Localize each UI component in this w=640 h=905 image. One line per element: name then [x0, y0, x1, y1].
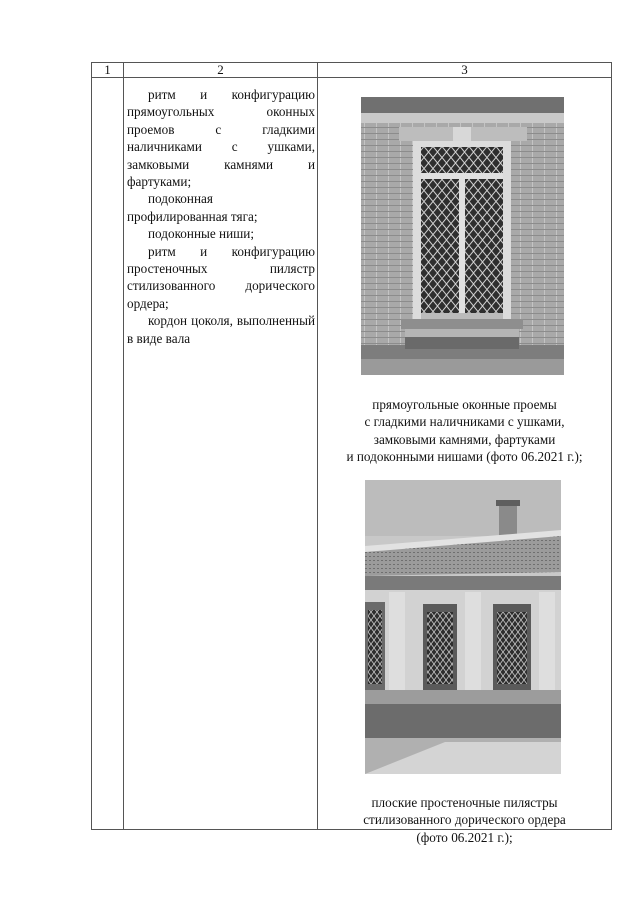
paragraph-window-rhythm: ритм и конфигурацию прямоугольных оконных проемов с гладкими наличниками с ушками, замковыми камнями и фартуками; — [127, 87, 315, 190]
paragraph-sill-cornice: подоконная профилированная тяга; — [127, 191, 258, 224]
header-row — [92, 63, 612, 78]
description-cell — [124, 78, 318, 830]
header-cell-2: 2 — [124, 63, 318, 78]
caption2-line1: плоские простеночные пилястры — [371, 795, 558, 810]
caption1-line4: и подоконными нишами (фото 06.2021 г.); — [346, 449, 583, 465]
header-cell-3: 3 — [318, 63, 612, 78]
header-cell-1: 1 — [92, 63, 124, 78]
caption1-line1: прямоугольные оконные проемы — [372, 397, 557, 412]
document-table — [91, 62, 612, 845]
facade-photo-caption — [318, 794, 611, 846]
paragraph-plinth-cordon: кордон цоколя, выполненный в виде вала — [127, 313, 315, 346]
caption2-line2: стилизованного дорического ордера — [363, 812, 566, 828]
window-photo — [361, 97, 564, 375]
photos-cell — [318, 78, 612, 845]
facade-photo — [365, 480, 561, 774]
paragraph-sill-niches: подоконные ниши; — [148, 226, 255, 242]
caption2-line3: (фото 06.2021 г.); — [416, 829, 513, 845]
number-cell — [92, 78, 124, 830]
paragraph-pilasters: ритм и конфигурацию простеночных пилястр стилизованного дорического ордера; — [127, 243, 315, 311]
window-photo-caption — [318, 396, 611, 466]
caption1-line3: замковыми камнями, фартуками — [373, 431, 556, 447]
caption1-line2: с гладкими наличниками с ушками, — [364, 414, 565, 430]
content-row — [92, 78, 612, 830]
